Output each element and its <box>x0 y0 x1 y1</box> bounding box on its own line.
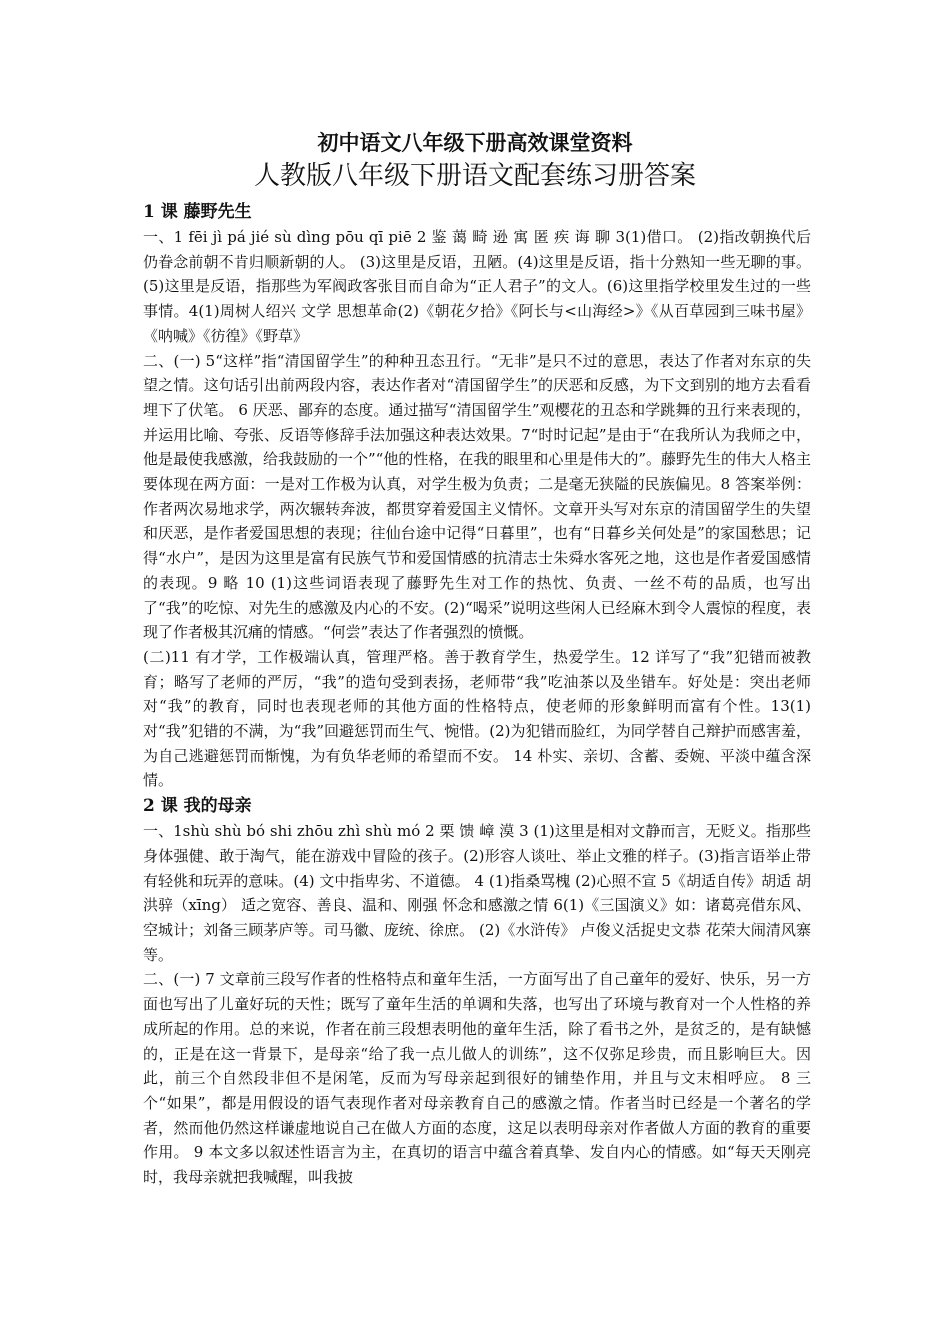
lesson-heading: 1 课 藤野先生 <box>143 202 252 222</box>
lesson-section <box>143 199 811 793</box>
lesson-section <box>143 793 811 1190</box>
document-title: 人教版八年级下册语文配套练习册答案 <box>253 161 696 191</box>
document-body <box>143 199 811 1190</box>
answer-paragraph: (二)11 有才学，工作极端认真，管理严格。善于教育学生，热爱学生。12 详写了“我”犯错而被教育；略写了老师的严厉，“我”的造句受到表扬，老师带“我”吃油茶以及坐错车。好处是：突出老师对“我”的教育，同时也表现老师的其他方面的性格特点，使老师的形象鲜明而富有个性。13(1)对“我”犯错的不满，为“我”回避惩罚而生气、惋惜。(2)为犯错而脸红，为同学替自己辩护而感害羞，为自己逃避惩罚而惭愧，为有负华老师的希望而不安。 14 朴实、亲切、含蓄、委婉、平淡中蕴含深情。 <box>143 647 811 790</box>
answer-paragraph: 一、1 fēi jì pá jié sù dìng pōu qī piē 2 鉴 蔼 畸 逊 寓 匿 疾 诲 聊 3(1)借口。 (2)指改朝换代后仍眷念前朝不肯归顺新朝的人。 (3)这里是反语，丑陋。(4)这里是反语，指十分熟知一些无聊的事。(5)这里是反语，指那些为军阀政客张目而自命为“正人君子”的文人。(6)这里指学校里发生过的一些事情。4(1)周树人绍兴 文学 思想革命(2)《朝花夕拾》《阿长与<山海经>》《从百草园到三味书屋》《呐喊》《彷徨》《野草》 <box>143 228 811 345</box>
answer-paragraph: 二、(一) 5“这样”指“清国留学生”的种种丑态丑行。“无非”是只不过的意思，表达了作者对东京的失望之情。这句话引出前两段内容，表达作者对“清国留学生”的厌恶和反感，为下文到别的地方去看看埋下了伏笔。 6 厌恶、鄙弃的态度。通过描写“清国留学生”观樱花的丑态和学跳舞的丑行来表现的，并运用比喻、夸张、反语等修辞手法加强这种表达效果。7“时时记起”是由于“在我所认为我师之中，他是最使我感激，给我鼓励的一个”“他的性格，在我的眼里和心里是伟大的”。藤野先生的伟大人格主要体现在两方面：一是对工作极为认真，对学生极为负责；二是毫无狭隘的民族偏见。8 答案举例：作者两次易地求学，两次辗转奔波，都贯穿着爱国主义情怀。文章开头写对东京的清国留学生的失望和厌恶，是作者爱国思想的表现；往仙台途中记得“日暮里”，也有“日暮乡关何处是”的家国愁思；记得“水户”，是因为这里是富有民族气节和爱国情感的抗清志士朱舜水客死之地，这也是作者爱国感情的表现。9 略 10 (1)这些词语表现了藤野先生对工作的热忱、负责、一丝不苟的品质，也写出了“我”的吃惊、对先生的感激及内心的不安。(2)“喝采”说明这些闲人已经麻木到令人震惊的程度，表现了作者极其沉痛的情感。“何尝”表达了作者强烈的愤慨。 <box>143 351 812 642</box>
lesson-heading: 2 课 我的母亲 <box>143 796 252 817</box>
answer-paragraph: 一、1shù shù bó shi zhōu zhì shù mó 2 栗 馈 嶂 漠 3 (1)这里是相对文静而言，无贬义。指那些身体强健、敢于淘气，能在游戏中冒险的孩子。(2)形容人谈吐、举止文雅的样子。(3)指言语举止带有轻佻和玩弄的意味。(4) 文中指卑劣、不道德。 4 (1)指桑骂槐 (2)心照不宣 5《胡适自传》胡适 胡洪骍（xīng） 适之宽容、善良、温和、刚强 怀念和感激之情 6(1)《三国演义》如：诸葛亮借东风、空城计；刘备三顾茅庐等。司马徽、庞统、徐庶。 (2)《水浒传》 卢俊义活捉史文恭 花荣大闹清风寨等。 <box>143 822 811 964</box>
answer-paragraph: 二、(一) 7 文章前三段写作者的性格特点和童年生活，一方面写出了自己童年的爱好、快乐，另一方面也写出了儿童好玩的天性；既写了童年生活的单调和失落，也写出了环境与教育对一个人性格的养成所起的作用。总的来说，作者在前三段想表明他的童年生活，除了看书之外，是贫乏的，是有缺憾的，正是在这一背景下，是母亲“给了我一点儿做人的训练”，这不仅弥足珍贵，而且影响巨大。因此，前三个自然段非但不是闲笔，反而为写母亲起到很好的铺垫作用，并且与文末相呼应。 8 三个“如果”，都是用假设的语气表现作者对母亲教育自己的感激之情。作者当时已经是一个著名的学者，然而他仍然这样谦虚地说自己在做人方面的态度，这足以表明母亲对作者做人方面的教育的重要作用。 9 本文多以叙述性语言为主，在真切的语言中蕴含着真挚、发自内心的情感。如“每天天刚亮时，我母亲就把我喊醒，叫我披 <box>143 970 811 1187</box>
document-subtitle: 初中语文八年级下册高效课堂资料 <box>317 130 633 155</box>
